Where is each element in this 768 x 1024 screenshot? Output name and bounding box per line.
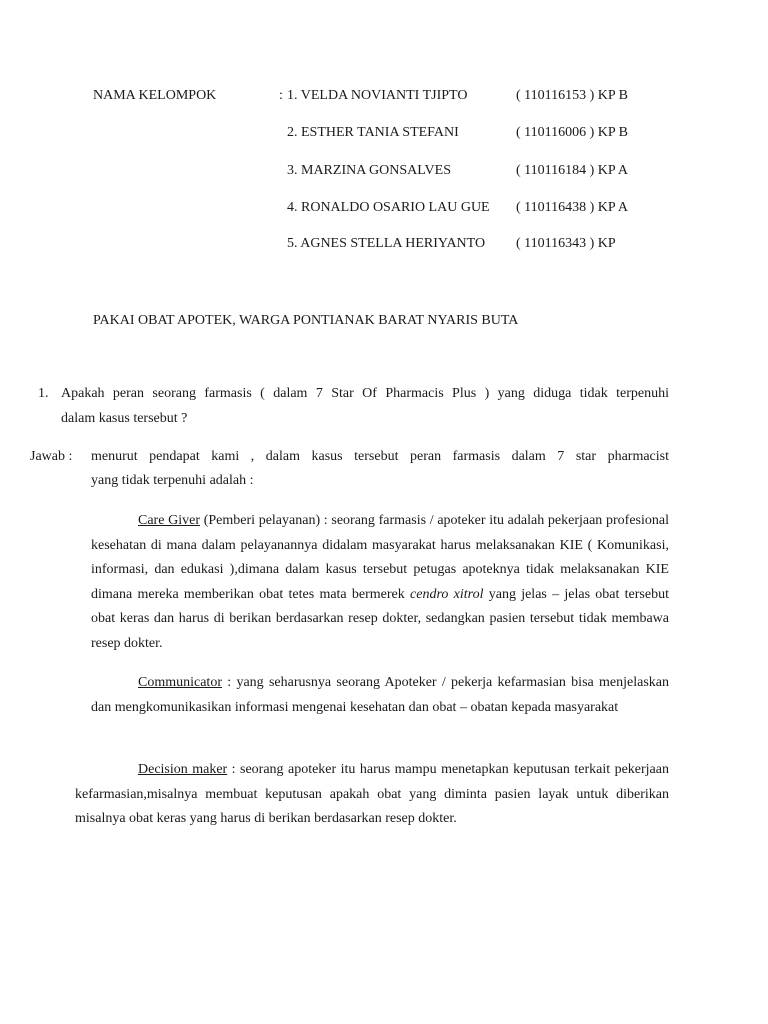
role-paragraph-care-giver [91, 509, 669, 657]
group-label: NAMA KELOMPOK [93, 88, 217, 103]
role-term: Communicator [138, 675, 222, 690]
answer-line-2: yang tidak terpenuhi adalah : [91, 473, 254, 488]
member-nim: ( 110116343 ) KP [516, 236, 616, 251]
member-nim: ( 110116153 ) KP B [516, 88, 628, 103]
role-term: Decision maker [138, 762, 228, 777]
role-text: : seorang apoteker itu harus mampu menetapkan keputusan terkait pekerjaan kefarmasian,misalnya membuat keputusan apakah obat yang diminta pasien layak untuk diberikan misalnya obat keras yang harus di berikan berdasarkan resep dokter. [75, 762, 669, 827]
member-name: 4. RONALDO OSARIO LAU GUE [287, 200, 490, 215]
question-line-1: Apakah peran seorang farmasis ( dalam 7 Star Of Pharmacis Plus ) yang diduga tidak terpenuhi [61, 386, 669, 401]
group-colon: : [279, 88, 283, 103]
member-name: 1. VELDA NOVIANTI TJIPTO [287, 88, 468, 103]
member-name: 2. ESTHER TANIA STEFANI [287, 125, 459, 140]
role-paragraph-decision-maker [75, 758, 669, 832]
role-text: : yang seharusnya seorang Apoteker / pekerja kefarmasian bisa menjelaskan dan mengkomunikasikan informasi mengenai kesehatan dan obat – obatan kepada masyarakat [91, 675, 669, 715]
answer-label: Jawab : [30, 449, 73, 464]
member-name: 3. MARZINA GONSALVES [287, 163, 452, 178]
role-text: (Pemberi pelayanan) : seorang farmasis / apoteker itu adalah pekerjaan profesional kesehatan di mana dalam pelayanannya didalam masyarakat harus melaksanakan KIE ( Komunikasi, informasi, dan edukasi ),dimana dalam kasus tersebut petugas apoteknya tidak melaksanakan KIE dimana mereka memberikan obat tetes mata bermerek [91, 513, 669, 602]
member-nim: ( 110116438 ) KP A [516, 200, 628, 215]
member-name: 5. AGNES STELLA HERIYANTO [287, 236, 486, 251]
question-number: 1. [38, 386, 49, 401]
answer-line-1: menurut pendapat kami , dalam kasus tersebut peran farmasis dalam 7 star pharmacist [91, 449, 669, 464]
role-paragraph-communicator [91, 671, 669, 720]
role-text: yang jelas – jelas obat tersebut obat keras dan harus di berikan berdasarkan resep dokter, sedangkan pasien tersebut tidak membawa resep dokter. [91, 586, 669, 651]
question-line-2: dalam kasus tersebut ? [61, 411, 188, 426]
member-nim: ( 110116006 ) KP B [516, 125, 628, 140]
drug-brand: cendro xitrol [410, 586, 484, 602]
member-nim: ( 110116184 ) KP A [516, 163, 628, 178]
case-title: PAKAI OBAT APOTEK, WARGA PONTIANAK BARAT NYARIS BUTA [93, 313, 519, 328]
role-term: Care Giver [138, 513, 200, 528]
